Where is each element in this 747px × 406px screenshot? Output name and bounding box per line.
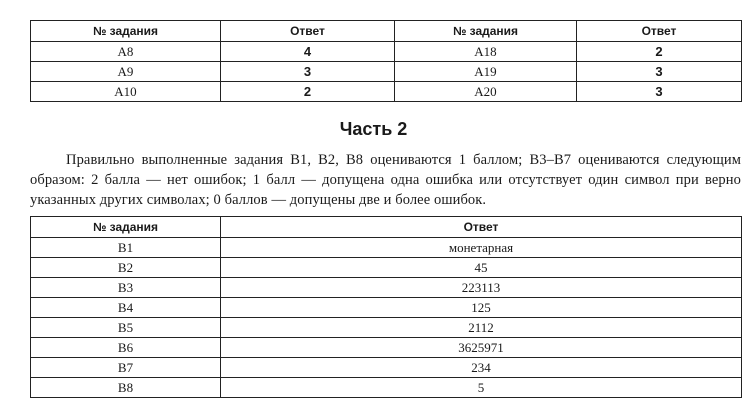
task-number-cell: В8 xyxy=(31,378,221,398)
task-number-cell: A10 xyxy=(31,82,221,102)
answer-header: Ответ xyxy=(577,21,742,42)
table-row xyxy=(31,82,742,102)
task-number-cell: В6 xyxy=(31,338,221,358)
task-number-cell: В3 xyxy=(31,278,221,298)
task-number-cell: A19 xyxy=(395,62,577,82)
scoring-instructions: Правильно выполненные задания В1, В2, В8 оцениваются 1 баллом; В3–В7 оцениваются следующим образом: 2 балла — нет ошибок; 1 балл — допущена одна ошибка или отсутствует один символ при верно указанных других символах; 0 баллов — допущены две и более ошибок. xyxy=(30,152,741,208)
answer-cell: 2 xyxy=(577,42,742,62)
task-number-cell: A18 xyxy=(395,42,577,62)
table-row xyxy=(31,358,742,378)
table-row xyxy=(31,42,742,62)
answer-header: Ответ xyxy=(221,21,395,42)
task-number-cell: В7 xyxy=(31,358,221,378)
task-number-cell: В2 xyxy=(31,258,221,278)
task-number-cell: A20 xyxy=(395,82,577,102)
table-row xyxy=(31,258,742,278)
answer-cell: 223113 xyxy=(221,278,742,298)
task-number-cell: A8 xyxy=(31,42,221,62)
table-row xyxy=(31,318,742,338)
answer-header: Ответ xyxy=(221,217,742,238)
task-number-cell: В1 xyxy=(31,238,221,258)
task-number-header: № задания xyxy=(31,21,221,42)
table-row xyxy=(31,278,742,298)
table-row xyxy=(31,238,742,258)
task-number-header: № задания xyxy=(395,21,577,42)
answer-cell: 3625971 xyxy=(221,338,742,358)
answer-cell: 2 xyxy=(221,82,395,102)
answer-cell: 2112 xyxy=(221,318,742,338)
table-header-row xyxy=(31,21,742,42)
answer-cell: 125 xyxy=(221,298,742,318)
answer-cell: 234 xyxy=(221,358,742,378)
table-row xyxy=(31,298,742,318)
part2-heading: Часть 2 xyxy=(339,119,408,139)
part1-answers-table xyxy=(30,20,742,102)
table-row xyxy=(31,62,742,82)
answer-cell: 3 xyxy=(221,62,395,82)
part2-answers-table xyxy=(30,216,742,398)
table-row xyxy=(31,338,742,358)
task-number-cell: В5 xyxy=(31,318,221,338)
answer-cell: 45 xyxy=(221,258,742,278)
answer-cell: 3 xyxy=(577,82,742,102)
table-row xyxy=(31,378,742,398)
task-number-cell: A9 xyxy=(31,62,221,82)
answer-cell: 5 xyxy=(221,378,742,398)
task-number-header: № задания xyxy=(31,217,221,238)
answer-cell: монетарная xyxy=(221,238,742,258)
table-header-row xyxy=(31,217,742,238)
answer-cell: 3 xyxy=(577,62,742,82)
answer-cell: 4 xyxy=(221,42,395,62)
task-number-cell: В4 xyxy=(31,298,221,318)
